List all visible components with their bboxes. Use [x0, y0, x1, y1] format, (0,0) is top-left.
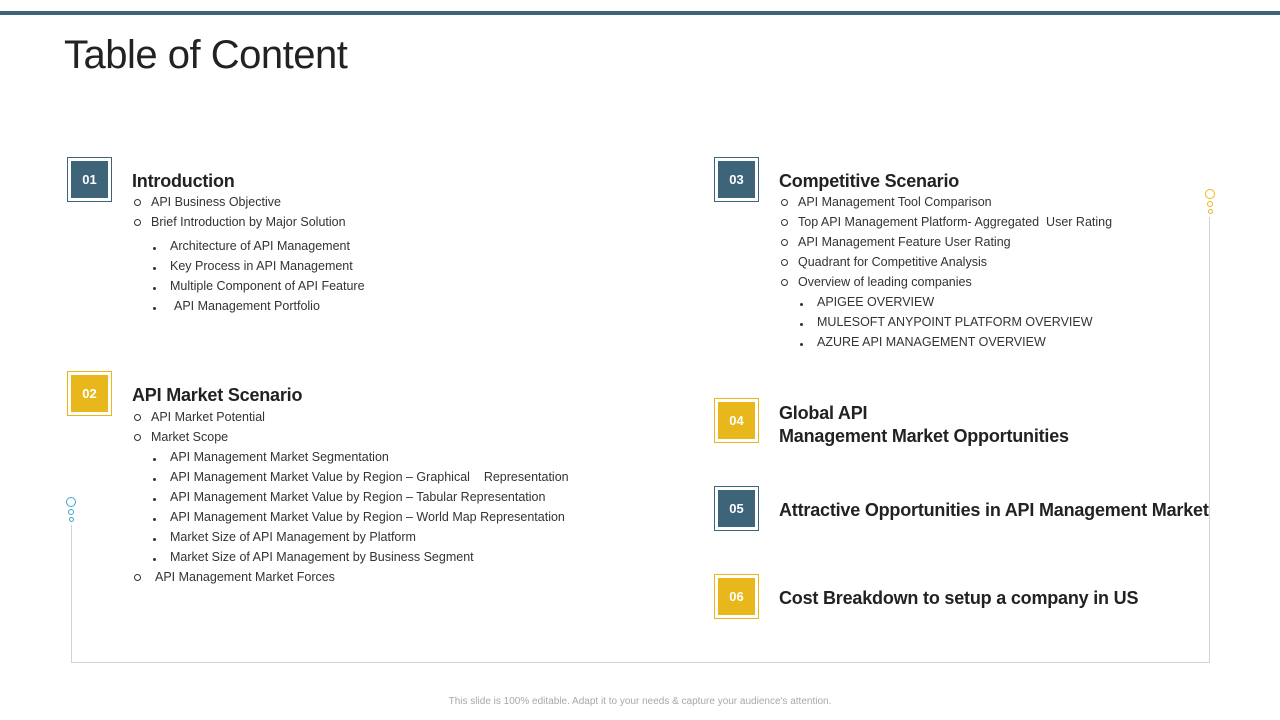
list-item: Multiple Component of API Feature: [148, 279, 365, 293]
section-number-badge: [714, 486, 759, 531]
list-item: API Management Portfolio: [148, 299, 320, 313]
section-title-competitive-scenario: Competitive Scenario: [779, 171, 960, 191]
list-item: API Management Market Value by Region – World Map Representation: [148, 510, 565, 524]
section-number: 06: [718, 578, 755, 615]
section-title-api-market-scenario: API Market Scenario: [132, 385, 303, 405]
list-item: Key Process in API Management: [148, 259, 353, 273]
list-item: APIGEE OVERVIEW: [795, 295, 934, 309]
section-title-cost-breakdown: Cost Breakdown to setup a company in US: [779, 588, 1139, 608]
list-item: API Market Potential: [131, 410, 265, 424]
list-item: API Management Market Value by Region – Graphical Representation: [148, 470, 569, 484]
section-number: 03: [718, 161, 755, 198]
list-item: API Management Market Segmentation: [148, 450, 389, 464]
list-item: Quadrant for Competitive Analysis: [778, 255, 987, 269]
list-item: API Management Feature User Rating: [778, 235, 1011, 249]
list-item: Top API Management Platform- Aggregated User Rating: [778, 215, 1112, 229]
list-item: AZURE API MANAGEMENT OVERVIEW: [795, 335, 1046, 349]
list-item: Market Size of API Management by Business Segment: [148, 550, 474, 564]
section-number: 02: [71, 375, 108, 412]
section-title-line: Global API: [779, 403, 868, 423]
section-number: 05: [718, 490, 755, 527]
list-item: API Management Tool Comparison: [778, 195, 992, 209]
section-title-attractive-opportunities: Attractive Opportunities in API Management Market: [779, 500, 1209, 520]
frame-gap: [70, 214, 73, 524]
list-item: MULESOFT ANYPOINT PLATFORM OVERVIEW: [795, 315, 1093, 329]
section-title-line: Management Market Opportunities: [779, 426, 1069, 446]
list-item: Market Size of API Management by Platform: [148, 530, 416, 544]
list-item: Market Scope: [131, 430, 228, 444]
list-item: Architecture of API Management: [148, 239, 350, 253]
section-number-badge: [67, 371, 112, 416]
list-item: Brief Introduction by Major Solution: [131, 215, 346, 229]
list-item: Overview of leading companies: [778, 275, 972, 289]
list-item: API Business Objective: [131, 195, 281, 209]
list-item: API Management Market Value by Region – Tabular Representation: [148, 490, 545, 504]
section-number: 04: [718, 402, 755, 439]
section-number-badge: [714, 574, 759, 619]
top-accent-bar: [0, 11, 1280, 15]
slide-title: Table of Content: [64, 33, 348, 77]
section-number-badge: [714, 157, 759, 202]
list-item: API Management Market Forces: [131, 570, 335, 584]
section-title-global-api: [779, 402, 1179, 448]
section-number-badge: [714, 398, 759, 443]
section-number-badge: [67, 157, 112, 202]
section-title-introduction: Introduction: [132, 171, 235, 191]
connector-knot-right-icon: [1202, 189, 1218, 217]
section-number: 01: [71, 161, 108, 198]
connector-knot-left-icon: [63, 497, 79, 525]
footer-note: This slide is 100% editable. Adapt it to your needs & capture your audience's attention.: [448, 696, 832, 707]
